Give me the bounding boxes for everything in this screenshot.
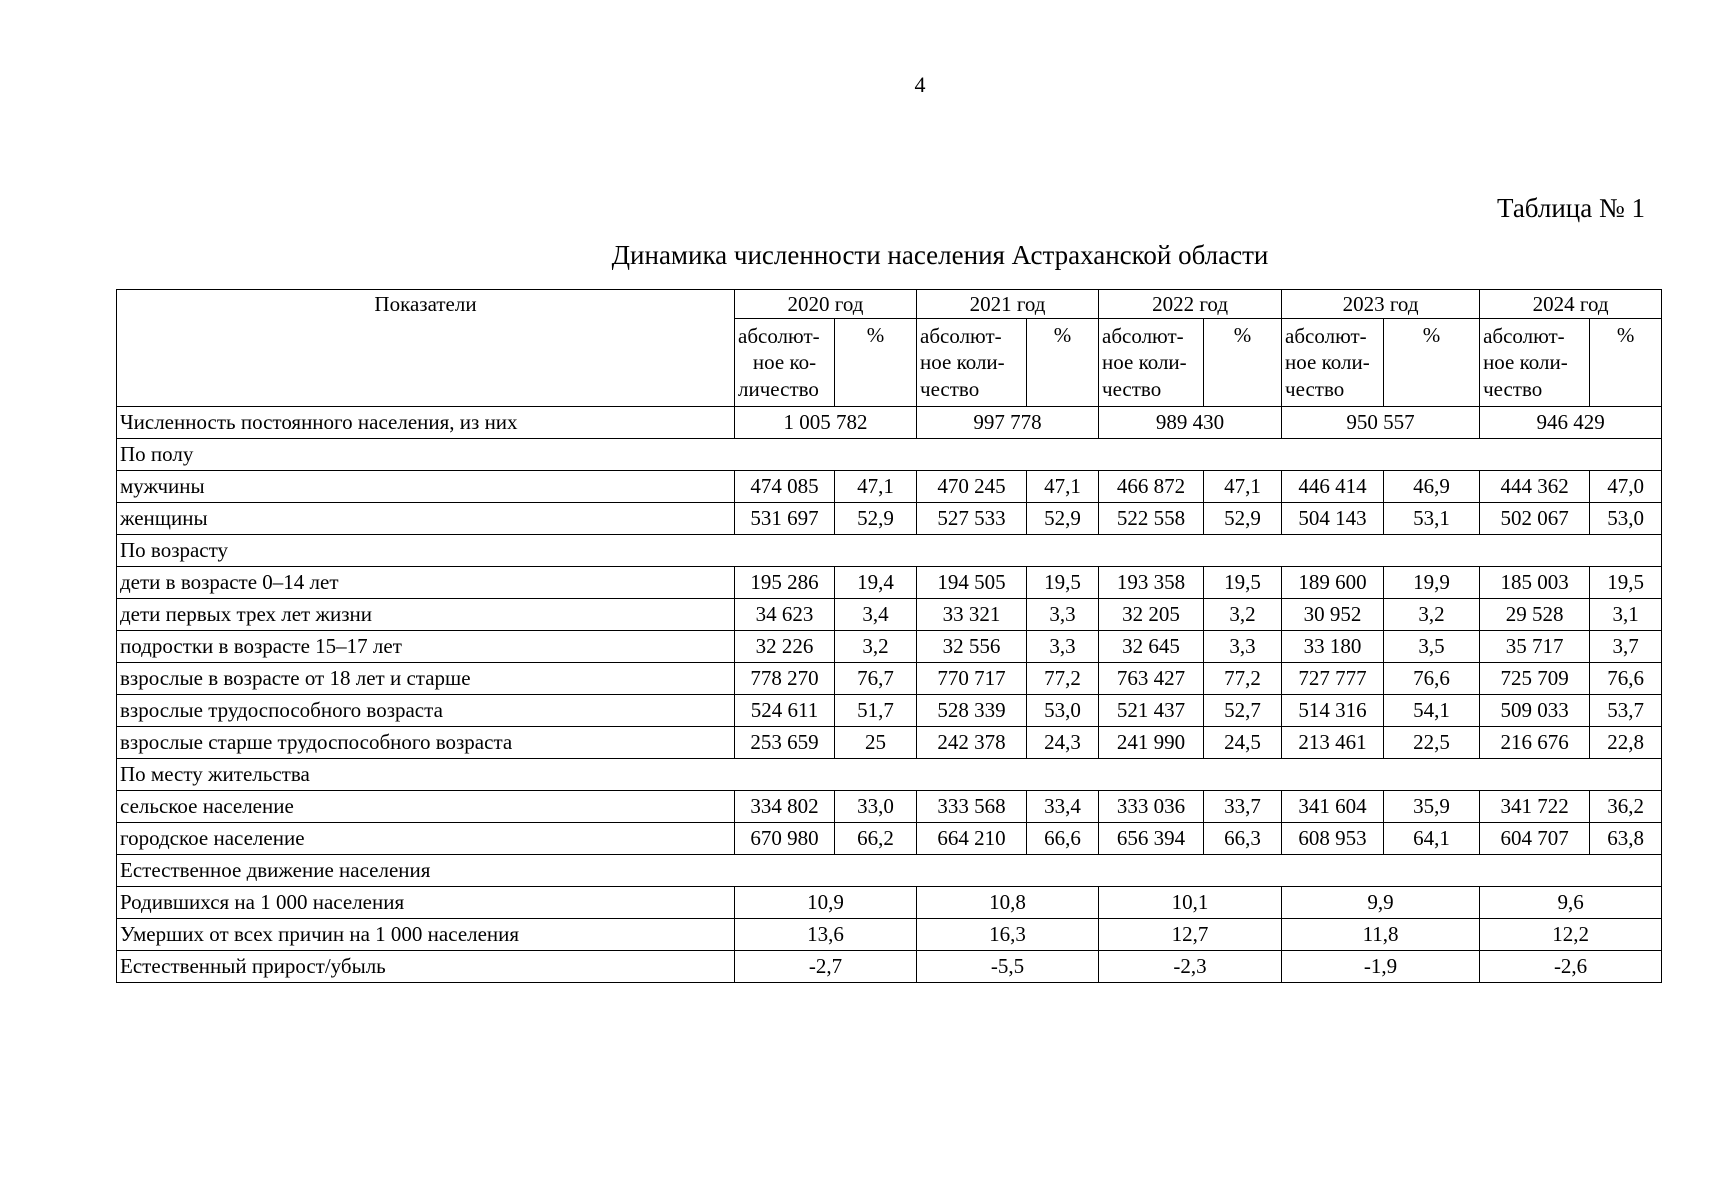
header-pct-2024: % xyxy=(1590,319,1662,407)
cell-pct: 76,6 xyxy=(1590,663,1662,695)
table-row-kids xyxy=(117,567,1662,599)
table-row-adults xyxy=(117,663,1662,695)
section-label: По полу xyxy=(117,439,1662,471)
table-row-teens xyxy=(117,631,1662,663)
cell-pct: 3,2 xyxy=(1204,599,1282,631)
cell-abs: 524 611 xyxy=(735,695,835,727)
cell-abs: 444 362 xyxy=(1480,471,1590,503)
cell-value: 11,8 xyxy=(1282,919,1480,951)
cell-value: 13,6 xyxy=(735,919,917,951)
cell-pct: 3,3 xyxy=(1027,631,1099,663)
cell-pct: 19,5 xyxy=(1204,567,1282,599)
header-abs-2022: абсолют- ное коли- чество xyxy=(1099,319,1204,407)
table-row-deaths xyxy=(117,919,1662,951)
row-label: взрослые трудоспособного возраста xyxy=(117,695,735,727)
header-year-2022: 2022 год xyxy=(1099,290,1282,319)
cell-pct: 52,7 xyxy=(1204,695,1282,727)
cell-abs: 466 872 xyxy=(1099,471,1204,503)
cell-pct: 51,7 xyxy=(835,695,917,727)
cell-value: -1,9 xyxy=(1282,951,1480,983)
cell-abs: 32 556 xyxy=(917,631,1027,663)
row-label: подростки в возрасте 15–17 лет xyxy=(117,631,735,663)
cell-pct: 19,9 xyxy=(1384,567,1480,599)
table-row-births xyxy=(117,887,1662,919)
row-label: Численность постоянного населения, из них xyxy=(117,407,735,439)
header-indicator: Показатели xyxy=(117,290,735,407)
cell-pct: 47,1 xyxy=(1027,471,1099,503)
cell-pct: 53,7 xyxy=(1590,695,1662,727)
cell-value: 10,9 xyxy=(735,887,917,919)
cell-abs: 33 180 xyxy=(1282,631,1384,663)
cell-value: 997 778 xyxy=(917,407,1099,439)
header-pct-2023: % xyxy=(1384,319,1480,407)
cell-pct: 52,9 xyxy=(1027,503,1099,535)
cell-pct: 33,0 xyxy=(835,791,917,823)
cell-pct: 76,7 xyxy=(835,663,917,695)
cell-abs: 608 953 xyxy=(1282,823,1384,855)
cell-abs: 333 036 xyxy=(1099,791,1204,823)
cell-pct: 63,8 xyxy=(1590,823,1662,855)
row-label: взрослые в возрасте от 18 лет и старше xyxy=(117,663,735,695)
section-row-natural xyxy=(117,855,1662,887)
cell-pct: 47,0 xyxy=(1590,471,1662,503)
cell-abs: 333 568 xyxy=(917,791,1027,823)
row-label: Естественный прирост/убыль xyxy=(117,951,735,983)
cell-abs: 770 717 xyxy=(917,663,1027,695)
row-label: сельское население xyxy=(117,791,735,823)
row-label: взрослые старше трудоспособного возраста xyxy=(117,727,735,759)
cell-abs: 193 358 xyxy=(1099,567,1204,599)
cell-pct: 52,9 xyxy=(1204,503,1282,535)
section-label: Естественное движение населения xyxy=(117,855,1662,887)
cell-abs: 213 461 xyxy=(1282,727,1384,759)
cell-pct: 3,7 xyxy=(1590,631,1662,663)
cell-value: 989 430 xyxy=(1099,407,1282,439)
section-label: По возрасту xyxy=(117,535,1662,567)
cell-pct: 77,2 xyxy=(1027,663,1099,695)
table-number: Таблица № 1 xyxy=(1497,193,1645,223)
cell-pct: 22,8 xyxy=(1590,727,1662,759)
cell-pct: 25 xyxy=(835,727,917,759)
cell-abs: 522 558 xyxy=(1099,503,1204,535)
cell-pct: 53,1 xyxy=(1384,503,1480,535)
cell-value: -2,3 xyxy=(1099,951,1282,983)
cell-pct: 47,1 xyxy=(835,471,917,503)
cell-value: 10,1 xyxy=(1099,887,1282,919)
cell-abs: 470 245 xyxy=(917,471,1027,503)
cell-pct: 76,6 xyxy=(1384,663,1480,695)
cell-value: 946 429 xyxy=(1480,407,1662,439)
cell-value: -2,6 xyxy=(1480,951,1662,983)
cell-pct: 19,5 xyxy=(1027,567,1099,599)
cell-pct: 3,3 xyxy=(1027,599,1099,631)
table-row-rural xyxy=(117,791,1662,823)
cell-abs: 334 802 xyxy=(735,791,835,823)
cell-abs: 29 528 xyxy=(1480,599,1590,631)
cell-abs: 778 270 xyxy=(735,663,835,695)
cell-abs: 32 205 xyxy=(1099,599,1204,631)
cell-pct: 66,6 xyxy=(1027,823,1099,855)
header-abs-2024: абсолют- ное коли- чество xyxy=(1480,319,1590,407)
table-row-senior xyxy=(117,727,1662,759)
cell-abs: 604 707 xyxy=(1480,823,1590,855)
header-year-2021: 2021 год xyxy=(917,290,1099,319)
cell-pct: 53,0 xyxy=(1027,695,1099,727)
row-label: дети первых трех лет жизни xyxy=(117,599,735,631)
table-row-men xyxy=(117,471,1662,503)
section-row-sex xyxy=(117,439,1662,471)
cell-abs: 656 394 xyxy=(1099,823,1204,855)
cell-pct: 33,4 xyxy=(1027,791,1099,823)
cell-pct: 3,4 xyxy=(835,599,917,631)
row-label: Умерших от всех причин на 1 000 населения xyxy=(117,919,735,951)
cell-abs: 664 210 xyxy=(917,823,1027,855)
cell-pct: 22,5 xyxy=(1384,727,1480,759)
cell-abs: 189 600 xyxy=(1282,567,1384,599)
cell-abs: 670 980 xyxy=(735,823,835,855)
cell-abs: 727 777 xyxy=(1282,663,1384,695)
cell-value: 12,2 xyxy=(1480,919,1662,951)
cell-abs: 32 226 xyxy=(735,631,835,663)
population-table xyxy=(116,289,1662,983)
cell-abs: 242 378 xyxy=(917,727,1027,759)
cell-pct: 19,5 xyxy=(1590,567,1662,599)
table-row-infants xyxy=(117,599,1662,631)
cell-pct: 47,1 xyxy=(1204,471,1282,503)
table-row-working xyxy=(117,695,1662,727)
cell-abs: 521 437 xyxy=(1099,695,1204,727)
section-row-place xyxy=(117,759,1662,791)
cell-abs: 216 676 xyxy=(1480,727,1590,759)
row-label: городское население xyxy=(117,823,735,855)
cell-abs: 531 697 xyxy=(735,503,835,535)
cell-abs: 502 067 xyxy=(1480,503,1590,535)
row-label: Родившихся на 1 000 населения xyxy=(117,887,735,919)
cell-value: -5,5 xyxy=(917,951,1099,983)
cell-pct: 19,4 xyxy=(835,567,917,599)
cell-abs: 253 659 xyxy=(735,727,835,759)
cell-value: -2,7 xyxy=(735,951,917,983)
cell-abs: 509 033 xyxy=(1480,695,1590,727)
cell-pct: 54,1 xyxy=(1384,695,1480,727)
cell-abs: 34 623 xyxy=(735,599,835,631)
cell-value: 1 005 782 xyxy=(735,407,917,439)
cell-pct: 3,1 xyxy=(1590,599,1662,631)
cell-pct: 66,3 xyxy=(1204,823,1282,855)
cell-abs: 33 321 xyxy=(917,599,1027,631)
cell-value: 9,6 xyxy=(1480,887,1662,919)
cell-value: 9,9 xyxy=(1282,887,1480,919)
header-year-2023: 2023 год xyxy=(1282,290,1480,319)
cell-abs: 195 286 xyxy=(735,567,835,599)
header-pct-2022: % xyxy=(1204,319,1282,407)
cell-pct: 35,9 xyxy=(1384,791,1480,823)
table-row-growth xyxy=(117,951,1662,983)
cell-abs: 30 952 xyxy=(1282,599,1384,631)
cell-value: 950 557 xyxy=(1282,407,1480,439)
cell-abs: 241 990 xyxy=(1099,727,1204,759)
row-label: дети в возрасте 0–14 лет xyxy=(117,567,735,599)
cell-pct: 24,5 xyxy=(1204,727,1282,759)
cell-pct: 77,2 xyxy=(1204,663,1282,695)
header-row-years xyxy=(117,290,1662,319)
cell-abs: 504 143 xyxy=(1282,503,1384,535)
cell-pct: 46,9 xyxy=(1384,471,1480,503)
table-title: Динамика численности населения Астраханской области xyxy=(611,240,1269,270)
header-pct-2020: % xyxy=(835,319,917,407)
cell-abs: 725 709 xyxy=(1480,663,1590,695)
cell-abs: 514 316 xyxy=(1282,695,1384,727)
cell-abs: 341 604 xyxy=(1282,791,1384,823)
cell-value: 10,8 xyxy=(917,887,1099,919)
table-row-total xyxy=(117,407,1662,439)
cell-abs: 763 427 xyxy=(1099,663,1204,695)
cell-abs: 528 339 xyxy=(917,695,1027,727)
header-pct-2021: % xyxy=(1027,319,1099,407)
cell-pct: 24,3 xyxy=(1027,727,1099,759)
cell-abs: 341 722 xyxy=(1480,791,1590,823)
cell-value: 16,3 xyxy=(917,919,1099,951)
cell-pct: 3,5 xyxy=(1384,631,1480,663)
header-year-2024: 2024 год xyxy=(1480,290,1662,319)
cell-value: 12,7 xyxy=(1099,919,1282,951)
cell-pct: 53,0 xyxy=(1590,503,1662,535)
cell-abs: 527 533 xyxy=(917,503,1027,535)
section-label: По месту жительства xyxy=(117,759,1662,791)
header-abs-2021: абсолют- ное коли- чество xyxy=(917,319,1027,407)
row-label: мужчины xyxy=(117,471,735,503)
cell-abs: 35 717 xyxy=(1480,631,1590,663)
cell-pct: 33,7 xyxy=(1204,791,1282,823)
section-row-age xyxy=(117,535,1662,567)
cell-abs: 32 645 xyxy=(1099,631,1204,663)
cell-pct: 3,2 xyxy=(835,631,917,663)
header-abs-2023: абсолют- ное коли- чество xyxy=(1282,319,1384,407)
cell-abs: 194 505 xyxy=(917,567,1027,599)
cell-pct: 64,1 xyxy=(1384,823,1480,855)
table-row-women xyxy=(117,503,1662,535)
cell-pct: 3,2 xyxy=(1384,599,1480,631)
header-abs-2020: абсолют- ное ко- личество xyxy=(735,319,835,407)
row-label: женщины xyxy=(117,503,735,535)
page-number: 4 xyxy=(914,72,926,97)
cell-abs: 446 414 xyxy=(1282,471,1384,503)
cell-abs: 185 003 xyxy=(1480,567,1590,599)
header-year-2020: 2020 год xyxy=(735,290,917,319)
cell-pct: 36,2 xyxy=(1590,791,1662,823)
cell-pct: 66,2 xyxy=(835,823,917,855)
cell-abs: 474 085 xyxy=(735,471,835,503)
cell-pct: 3,3 xyxy=(1204,631,1282,663)
cell-pct: 52,9 xyxy=(835,503,917,535)
table-row-urban xyxy=(117,823,1662,855)
